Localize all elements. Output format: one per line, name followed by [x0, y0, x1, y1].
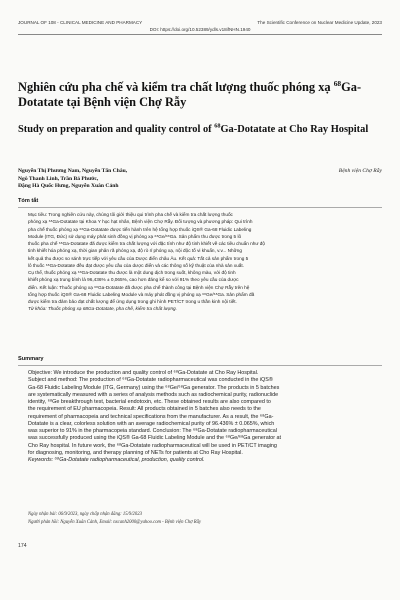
title-vietnamese: Nghiên cứu pha chế và kiểm tra chất lượng thuốc phóng xạ $^{68}$Ga-Dotatate tại Bệnh viện Chợ Rẫy	[18, 78, 362, 109]
doi-link[interactable]: DOI: https://doi.org/10.52389/ydls.v18ifNHN.1940	[149, 27, 251, 32]
abstract-divider	[18, 207, 382, 208]
journal-name: JOURNAL OF 108 - CLINICAL MEDICINE AND PHARMACY	[18, 20, 143, 25]
abstract-line: lô thuốc ⁶⁸Ga-Dotatate đều đạt được yêu cầu của dược điển và các thông số kỹ thuật của nhà sản xuất.	[28, 262, 244, 268]
abstract-line: tổng hợp thuốc iQS® Ga-68 Fluidic Labeling Module và máy phát đồng vị phóng xạ ⁶⁸Ge/⁶⁸Ga. Sản phẩm đã	[28, 291, 255, 297]
keywords-english: Keywords: ⁶⁸Ga-Dotatate radiopharmaceutical, production, quality control.	[28, 457, 205, 463]
abstract-line: pha chế thuốc phóng xạ ⁶⁸Ga-Dotatate được tiến hành trên hệ tổng hợp thuốc iQS® Ga-68 Fluidic Labeling	[28, 226, 252, 232]
affiliation: Bệnh viện Chợ Rẫy	[338, 168, 382, 174]
summary-line: are systematically measured with a series of analysis methods such as radiochemical purity, radionuclide	[28, 391, 279, 398]
summary-line: for diagnosing, monitoring, and therapy planning of NETs for patients at Cho Ray Hospital.	[28, 449, 243, 456]
summary-line: Subject and method: The production of ⁶⁸Ga-Dotatate radiopharmaceutical was conducted in the iQS®	[28, 377, 273, 384]
page-number: 174	[18, 543, 27, 549]
summary-line: requirement of pharmacopeia and technical specifications from the manufacturer. As a result, the ⁶⁸Ga-	[28, 413, 274, 420]
abstract-line: kết quả thu được so sánh trực tiếp với yêu cầu của Dược điển châu Âu. Kết quả: Tất cả sản phẩm trong 5	[28, 255, 249, 261]
received-date-note: Ngày nhận bài: 06/9/2023, ngày chấp nhận đăng: 15/9/2023	[28, 512, 142, 517]
abstract-line: thuốc pha chế ⁶⁸Ga-Dotatate đã được kiểm tra chất lượng với đặc tính như độ tinh khiết về các tiêu chuẩn như độ	[28, 241, 266, 246]
summary-line: Dotatate is a clear, colorless solution with an average radiochemical purity of 96.436% ± 0.065%, which	[28, 420, 275, 427]
summary-line: was successfully produced using the iQS® Ga-68 Fluidic Labeling Module and the ⁶⁸Ge/⁶⁸Ga generator at	[28, 435, 281, 442]
summary-line: Ga-68 Fluidic Labeling Module (ITG, Germany) using the ⁶⁸Ge/⁶⁸Ga generator. The products in 5 batches	[28, 384, 280, 391]
keywords-vietnamese: Từ khóa: Thuốc phóng xạ 68Ga-Dotatate, pha chế, kiểm tra chất lượng.	[28, 306, 177, 312]
abstract-line: khiết phóng xạ trung bình là 96,436% ± 0,065%, cao hơn đáng kể so với 91% theo yêu cầu của dược	[28, 277, 239, 283]
abstract-line: điển. Kết luận: Thuốc phóng xạ ⁶⁸Ga-Dotatate đã được pha chế thành công tại Bệnh viện Chợ Rẫy trên hệ	[28, 284, 250, 290]
abstract-heading: Tóm tắt	[18, 198, 39, 204]
summary-line: was superior to 91% in the pharmacopeia standard. Conclusion: The ⁶⁸Ga-Dotatate radiopharmaceutical	[28, 428, 277, 434]
summary-heading: Summary	[18, 356, 44, 362]
summary-divider	[18, 365, 382, 366]
abstract-line: phóng xạ ⁶⁸Ga-Dotatate tại Khoa Y học hạt nhân, Bệnh viện Chợ Rẫy. Đối tượng và phương pháp: Qui trình	[28, 219, 253, 225]
author-line: Nguyễn Thị Phương Nam, Nguyễn Tấn Châu,	[18, 168, 128, 174]
conference-name: The Scientific Conference on Nuclear Medicine Update, 2023	[257, 20, 382, 25]
footnotes	[28, 511, 382, 526]
abstract-line: được kiểm tra đảm bảo đạt chất lượng để ứng dụng trong ghi hình PET/CT trong u thần kinh nội tiết.	[28, 299, 237, 304]
summary-english	[28, 370, 382, 464]
abstract-line: tinh khiết hóa phóng xạ, thời gian phân rã phóng xạ, độ rò rỉ phóng xạ, nội độc tố vi khuẩn, v.v... Những	[28, 248, 242, 254]
author-line: Đặng Hà Quốc Hưng, Nguyễn Xuân Cảnh	[18, 183, 119, 190]
summary-line: Objective: We introduce the production and quality control of ⁶⁸Ga-Dotatate at Cho Ray Hospital.	[28, 370, 259, 376]
abstract-line: Module (ITG, Đức) sử dụng máy phát sinh đồng vị phóng xạ ⁶⁸Ge/⁶⁸Ga. Sản phẩm thu được trong 5 lô	[28, 233, 242, 239]
summary-line: Cho Ray hospital. In future work, the ⁶⁸Ga-Dotatate radiopharmaceutical will be used in PET/CT imaging	[28, 442, 277, 449]
summary-line: the requirement of EU pharmacopeia. Result: All products obtained in 5 batches also needs to the	[28, 406, 261, 413]
title-english: Study on preparation and quality control of $^{68}$Ga-Dotatate at Cho Ray Hospital	[18, 122, 369, 135]
abstract-line: Mục tiêu: Trong nghiên cứu này, chúng tôi giới thiệu qui trình pha chế và kiểm tra chất lượng thuốc	[28, 212, 233, 217]
header-divider	[18, 34, 382, 35]
corresponding-author-note: Người phản hồi: Nguyễn Xuân Cảnh, Email: nxcanh2000@yahoo.com - Bệnh viện Chợ Rẫy	[28, 519, 202, 525]
summary-line: identity, ⁶⁸Ge breakthrough test, bacterial endotoxin, etc. These obtained results are also compared to	[28, 399, 271, 405]
abstract-vietnamese	[28, 211, 382, 313]
author-line: Ngô Thanh Linh, Trần Bá Phước,	[18, 175, 99, 182]
author-list	[18, 168, 248, 191]
abstract-line: Cụ thể, thuốc phóng xạ ⁶⁸Ga-Dotatate thu được là một dung dịch trong suốt, không màu, với độ tinh	[28, 270, 236, 275]
